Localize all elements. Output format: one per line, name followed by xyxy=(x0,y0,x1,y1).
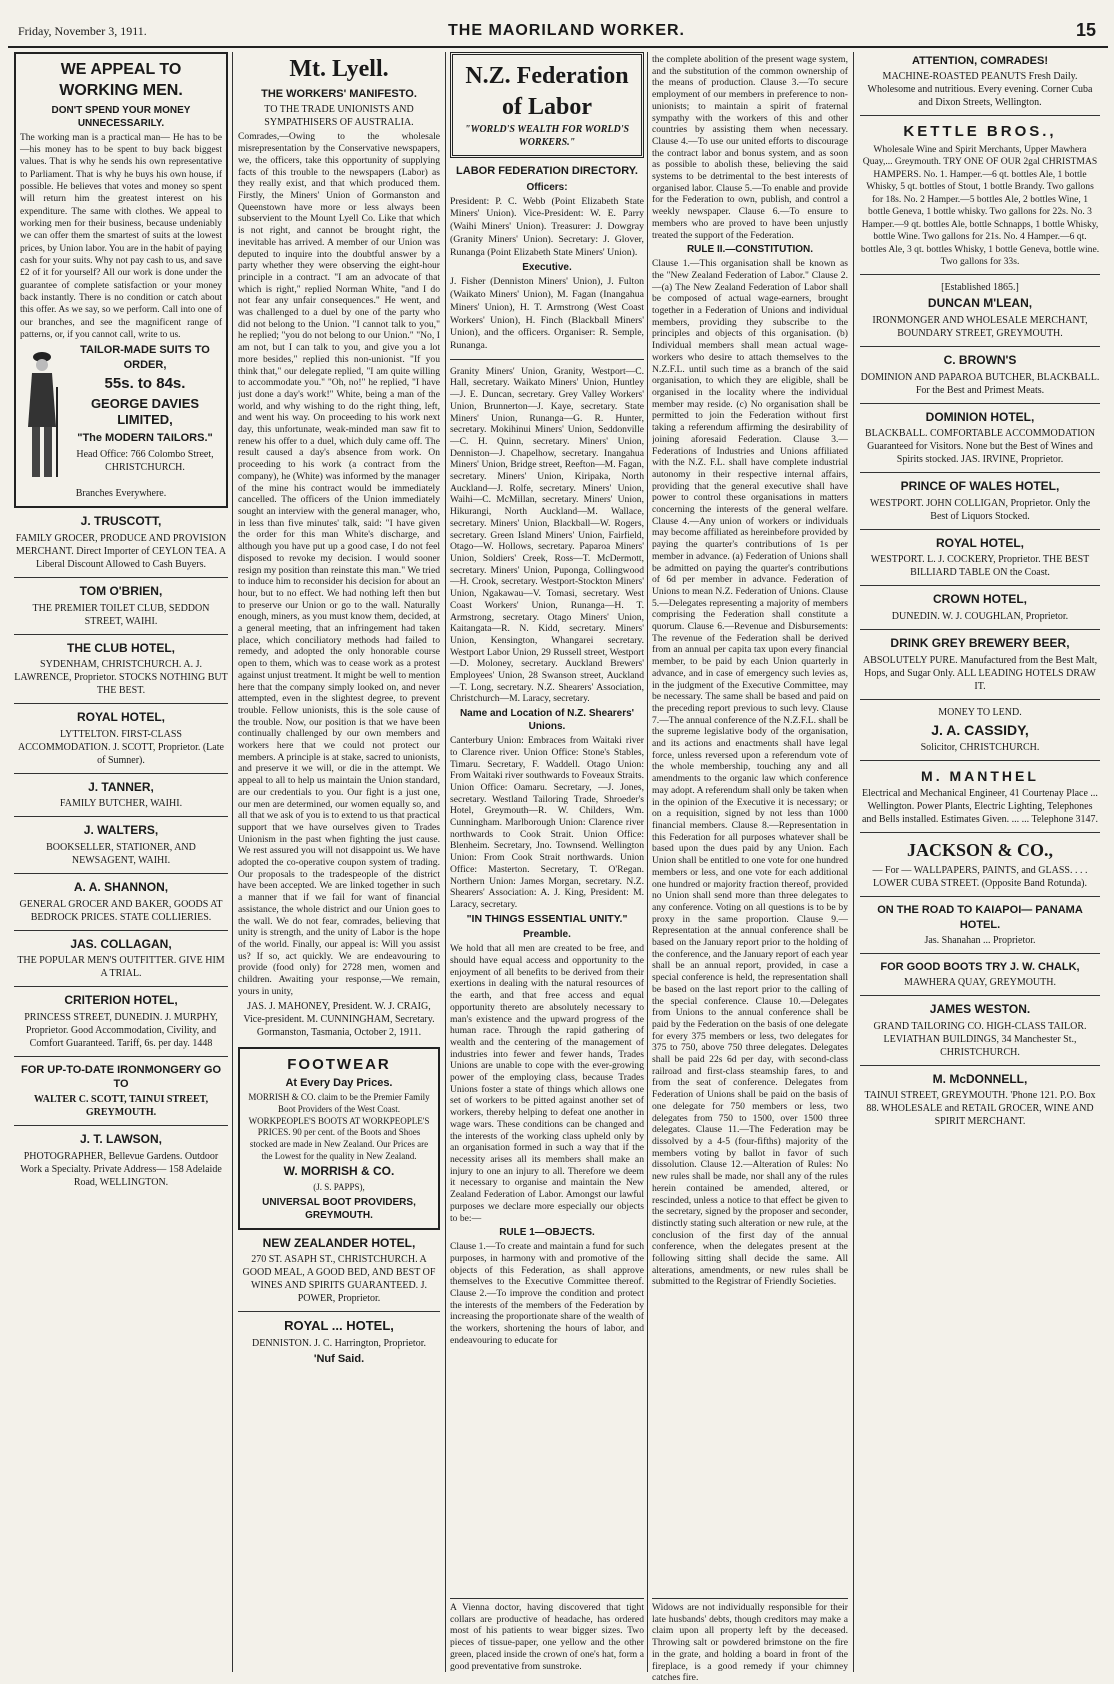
ad-title: CRITERION HOTEL, xyxy=(64,993,178,1008)
column-rule xyxy=(232,52,233,1672)
issue-date: Friday, November 3, 1911. xyxy=(18,24,147,38)
kettle-ad: Wholesale Wine and Spirit Merchants, Upper Mawhera Quay,... Greymouth. TRY ONE OF OUR 2gal CHRISTMAS HAMPERS. No. 1. Hamper.—6 qt. bottles Ale, 1 bottle Whisky, 5 qt. bottles of Stout, 1 bottle Brandy. Two gallons for 18s. No. 2 Hamper.—5 bottles Ale, 2 bottles Wine, 1 bottle Geneva, 1 bottle whisky. Two gallons for 22s. No. 3 Hamper.—9 qt. bottles Ale, bottle Schnapps, 1 bottle Whisky, bottle Wine. Two gallons for 21s. No. 4 Hamper.—6 qt. bottles Ale, 3 qt. bottles Whisky, 1 bottle Geneva, bottle wine. Two gallons for 33s. xyxy=(860,143,1100,268)
manifesto-heading: THE WORKERS' MANIFESTO. xyxy=(261,88,417,101)
weston-ad: GRAND TAILORING CO. HIGH-CLASS TAILOR. LEVIATHAN BUILDINGS, 34 Manchester St., CHRISTCHURCH. xyxy=(873,1020,1087,1058)
ad-tagline: 'Nuf Said. xyxy=(313,1353,365,1366)
shannon-ad xyxy=(14,880,228,931)
ad-body: GENERAL GROCER AND BAKER, GOODS AT BEDROCK PRICES. STATE COLLIERIES. xyxy=(19,898,223,923)
lawson-ad xyxy=(14,1132,228,1189)
truscott-ad xyxy=(14,514,228,578)
ad-body: FAMILY GROCER, PRODUCE AND PROVISION MERCHANT. Direct Importer of CEYLON TEA. A Liberal Discount Allowed to Cash Buyers. xyxy=(15,533,227,571)
ad-title: J. TANNER, xyxy=(88,779,154,794)
price-range: 55s. to 84s. xyxy=(104,375,186,393)
shearers-list: Canterbury Union: Embraces from Waitaki river to Clarence river. Union Office: Stone's Stables, Timaru. Secretary, F. Waddell. Otago Union: From Waitaki river southwards to Foveaux Straits. Union Office: Oamaru. Secretary, —J. Jones, secretary. Westland Tailoring Trade, Shroeder's Hotel, Greymouth—R. W. Childers, Wm. Cunningham. Marlborough Union: Clarence river northwards to Cook Strait. Union Office: Blenheim. Secretary, Jno. Townsend. Wellington Union: From Cook Strait northwards. Union Office: Masterton. Secretary, T. O'Regan. Northern Union: James Morgan, secretary. N.Z. Shearers' Association: A. J. King, President: M. Laracy, secretary. xyxy=(450,735,644,910)
morrish-footwear-ad xyxy=(238,1047,440,1230)
ad-body: WALTER C. SCOTT, TAINUI STREET, GREYMOUTH. xyxy=(33,1094,209,1119)
chalk-title: FOR GOOD BOOTS TRY J. W. CHALK, xyxy=(880,961,1080,973)
ad-title: ROYAL HOTEL, xyxy=(76,710,165,725)
manthel-ad: Electrical and Mechanical Engineer, 41 Courtenay Place ... Wellington. Power Plants, Electric Lighting, Telephones and Bells installed. Estimates Given. ... ... Telephone 3147. xyxy=(861,788,1099,826)
ad-title: J. T. LAWSON, xyxy=(79,1132,162,1147)
peanuts-ad: MACHINE-ROASTED PEANUTS Fresh Daily. Wholesome and nutritious. Every evening. Corner Cuba and Dixon Streets, Wellington. xyxy=(867,71,1093,109)
established-note: [Established 1865.] xyxy=(941,282,1019,294)
executive-list: J. Fisher (Denniston Miners' Union), J. Fulton (Waikato Miners' Union), M. Fagan (Inangahua Miners' Union), H. T. Armstrong (West Coast Workers' Union), H. Finch (Blackball Miners' Union), and the officers. Organiser: R. Semple, Runanga. xyxy=(450,276,644,352)
appeal-body: The working man is a practical man— He has to be—his money has to be spent to buy back biggest values. That is why he sends his own representative to Parliament. That is why he buys his own house, if possible. He believes that votes and money so spent will return him the greatest interest on his expenditure. The same with clothes. We appeal to working men for their business, because undeniably we can offer them the smartest of suits at the lowest prices, by Union labor. You are in the habit of paying cash for your suits. Why not pay cash to us, and save £2 of it for yourself? All our work is done under the guarantee of complete satisfaction or your money back instantly. There is no condition or catch about this offer. As we say, so we perform. Call into one of our branches, and see the magnificent range of patterns, or, if you cannot call, write to us. xyxy=(20,132,222,341)
ad-body: BOOKSELLER, STATIONER, AND NEWSAGENT, WAIHI. xyxy=(46,842,196,866)
officers-list: President: P. C. Webb (Point Elizabeth State Miners' Union). Vice-President: W. E. Parry (Waihi Miners' Union). Treasurer: J. Dowgray (Granity Miners' Union). Secretary: J. Glover, Runanga (Point Elizabeth State Miners' Union). xyxy=(450,195,644,258)
federation-motto: "WORLD'S WEALTH FOR WORLD'S WORKERS." xyxy=(464,124,630,149)
jackson-ad: — For — WALLPAPERS, PAINTS, and GLASS. . . . LOWER CUBA STREET. (Opposite Band Rotunda). xyxy=(872,865,1088,890)
crown-hotel-title: CROWN HOTEL, xyxy=(933,592,1027,607)
footwear-sub: At Every Day Prices. xyxy=(285,1077,393,1090)
tanner-ad xyxy=(14,780,228,818)
manifesto-body: Comrades,—Owing to the wholesale misrepresentation by the Conservative newspapers, we, the officers, take this opportunity of supplying facts of this trouble to the newspapers (Labor) as they really exist, and that which produced them. Firstly, the Miners' Union of Gormanston and Queenstown have more or less always been subservient to the Mount Lyell Co. Like that which is not right, and cannot be brought right, the inevitable has arrived. A member of our Union was deputed to inquire into the doubtful answer by a party whether they were observing the eight-hour principle in a contract. "I am an advocate of that which is right," replied Norman White, "and I do not fear any unfair consequences." He went, and was challenged to a duel by one of the party who did not belong to the Union. "I cannot talk to you," he replied; "you do not belong to our Union." "No, I am not, but I can talk to you, and give you a lot more besides," replied this non-unionist. "If you think that," our delegate replied, "I am quite willing to accommodate you." "Oh, no!" he replied, "I have just done a day's work!" White, being a man of the world, and why wishing to do the right thing, left, and went his way. On proceeding to his work next day, this unfortunate, weak-minded man saw fit to renew his offer to a duel, which duly came off. The result caused a day's absence from work. On proceeding to his work (a contract from the company), he (White) was informed by the manager of the mine his contract would be immediately cancelled. The officers of the Union immediately sought an interview with the general manager, who, in less than five minutes' talk, said: "I have given the order for this man White's discharge, and although you have put up a good case, I do not feel disposed to revoke my decision. I would sooner resign my position than reinstate this man." We tried to induce him to reconsider his decision for about an hour, but to no effect. We had nothing left then but to preserve our Union or go to the wall. Naturally enough, miners, as you must know them, decided, at a general meeting, that an infringement had taken place, which conciliatory methods had failed to remedy, and adopted the only honorable course open to them, which was to cease work as a protest against unjust treatment. It might be well to mention here that the company simply looked on, and never attempted, even in the slightest degree, to prevent trouble. Fellow unionists, this is the sole cause of the trouble. Now, our position is that we have been continually challenged by our own members and workers here that we could not protect our members. A principle is at stake, sacred to unionists, and preserve it we will, or die in the attempt. We appeal to all to help us maintain the Union standard, are our credentials to you. Our fight is a just one, our men are determined, our women equally so, and all that we ask of you is to extend to us that practical support that we have ourselves given to Trades Unionism in the past when fighting the just cause. We rest assured you will not disappoint us. We have adopted the co-operative coupon system of trading. Our proposals to the tradespeople of the district have been accepted. We are linked together in such a manner that if we fail for want of financial assistance, the whole district and our Union goes to the wall. We do not fear, comrades, believing that unity is strength, and the unity of Labor is the hope of the world. Finally, our appeal is: Will you assist us? If so, act quickly. We are endeavouring to provide (food only) for 2728 men, women and children. Awaiting your response,—We remain, yours in unity, xyxy=(238,131,440,997)
column-rule xyxy=(647,52,648,1672)
article-title: Mt. Lyell. xyxy=(289,56,389,82)
ad-body: THE PREMIER TOILET CLUB, SEDDON STREET, WAIHI. xyxy=(32,602,210,627)
collagan-ad xyxy=(14,937,228,988)
obrien-ad xyxy=(14,584,228,635)
prince-of-wales-title: PRINCE OF WALES HOTEL, xyxy=(900,479,1060,494)
brown-title: C. BROWN'S xyxy=(943,353,1017,368)
executive-heading: Executive. xyxy=(522,262,572,274)
rule-one-heading: RULE 1—OBJECTS. xyxy=(499,1227,595,1239)
appeal-title: WE APPEAL TO WORKING MEN. xyxy=(59,61,183,99)
ad-body: LYTTELTON. FIRST-CLASS ACCOMMODATION. J. SCOTT, Proprietor. (Late of Sumner). xyxy=(18,728,224,766)
rule-one-body: Clause 1.—To create and maintain a fund for such purposes, in harmony with and promotive of the objects of this Federation, as shall approve themselves to the Executive Committee thereof. Clause 2.—To improve the condition and protect the interests of the members of the Federation by increasing the proportionate share of the wealth of the workers, shortening the hours of labor, and endeavouring to educate for xyxy=(450,1241,644,1346)
ad-title: ROYAL ... HOTEL, xyxy=(284,1318,394,1334)
scott-ironmongery-ad xyxy=(14,1063,228,1127)
column-rule xyxy=(853,52,854,1672)
dominion-hotel-ad: BLACKBALL. COMFORTABLE ACCOMMODATION Guaranteed for Visitors. None but the Best of Wines and Spirits stocked. JAS. IRVINE, Proprietor. xyxy=(864,428,1095,466)
ad-body: FAMILY BUTCHER, WAIHI. xyxy=(59,798,183,810)
manifesto-address: TO THE TRADE UNIONISTS AND SYMPATHISERS OF AUSTRALIA. xyxy=(264,104,414,129)
officers-heading: Officers: xyxy=(526,181,568,193)
club-hotel-ad xyxy=(14,641,228,705)
unions-list: Granity Miners' Union, Granity, Westport—C. Hall, secretary. Waikato Miners' Union, Huntley—J. E. Duncan, secretary. Grey Valley Workers' Union, Brunnerton—J. Kaye, secretary. State Miners' Union, Runanga—G. R. Hunter, secretary. Mokihinui Miners' Union, Seddonville—C. H. Quinn, secretary. Miners' Union, Denniston—J. Chapelhow, secretary. Inangahua Miners' Union, Bridge street, Reefton—M. Fagan, secretary. Miners' Union, Kiripaka, North Auckland—J. Rolfe, secretary. Miners' Union, Waihi—C. McMillan, secretary. Miners' Union, Hikurangi, North Auckland—M. Wallace, secretary. Miners' Union, Blackball—W. Rogers, secretary. Green Island Miners' Union, Fairfield, Otago—W. Hollows, secretary. Paparoa Miners' Union, Soldiers' Creek, Ross—T. McDermott, secretary. Miners' Union, Puponga, Collingwood—H. Crook, secretary. Westport-Stockton Miners' Union, Ngakawau—V. Tomasi, secretary. West Coast Workers' Union, Runanga—H. T. Armstrong, secretary. Otago Miners' Union, Kaitangata—R. N. Kidd, secretary. Miners' Union, Kensington, Whangarei secretary. Westport Labor Union, 29 Russell street, Westport—D. Moloney, secretary. Auckland Brewers' Employees' Union, 28 Swanson street, Auckland—T. Long, secretary. N.Z. Shearers' Association, Christchurch—M. Laracy, secretary. xyxy=(450,365,644,705)
column-4 xyxy=(652,52,848,1590)
appeal-subtitle: DON'T SPEND YOUR MONEY UNNECESSARILY. xyxy=(51,104,191,129)
money-to-lend: MONEY TO LEND. xyxy=(938,706,1022,718)
ad-body: THE POPULAR MEN'S OUTFITTER. GIVE HIM A TRIAL. xyxy=(17,955,225,980)
footwear-tagline: UNIVERSAL BOOT PROVIDERS, GREYMOUTH. xyxy=(262,1196,416,1221)
firm-tagline: "The MODERN TAILORS." xyxy=(77,432,213,445)
grey-brewery-title: DRINK GREY BREWERY BEER, xyxy=(890,636,1070,651)
grey-brewery-ad: ABSOLUTELY PURE. Manufactured from the Best Malt, Hops, and Sugar Only. ALL LEADING HOTELS DRAW IT. xyxy=(862,654,1098,692)
mclean-ad: IRONMONGER AND WHOLESALE MERCHANT, BOUNDARY STREET, GREYMOUTH. xyxy=(872,315,1088,340)
cassidy-title: J. A. CASSIDY, xyxy=(931,721,1029,738)
criterion-hotel-ad xyxy=(14,993,228,1057)
firm-name: GEORGE DAVIES LIMITED, xyxy=(90,395,200,428)
attention-heading: ATTENTION, COMRADES! xyxy=(911,55,1049,67)
brown-ad: DOMINION AND PAPAROA BUTCHER, BLACKBALL. For the Best and Primest Meats. xyxy=(860,371,1100,396)
weston-title: JAMES WESTON. xyxy=(929,1002,1031,1017)
royal-hotel-westport-ad: WESTPORT. L. J. COCKERY, Proprietor. THE BEST BILLIARD TABLE ON the Coast. xyxy=(870,554,1090,579)
footwear-firm: W. MORRISH & CO. xyxy=(283,1164,395,1179)
newspaper-title: THE MAORILAND WORKER. xyxy=(448,22,685,39)
new-zealander-hotel-ad xyxy=(238,1236,440,1313)
federation-title: N.Z. Federation of Labor xyxy=(465,63,629,121)
preamble-heading: Preamble. xyxy=(523,929,571,941)
federation-banner xyxy=(450,52,644,158)
ad-body: PRINCESS STREET, DUNEDIN. J. MURPHY, Proprietor. Good Accommodation, Civility, and Comfort Guaranteed. Tariff, 6s. per day. 1448 xyxy=(24,1011,218,1049)
constitution-body: Clause 1.—This organisation shall be known as the "New Zealand Federation of Labor." Clause 2.—(a) The New Zealand Federation of Labor shall be composed of actual wage-earners, brought together in a Federation of Unions and individual members, providing they subscribe to the principles and objects of this organisation. (b) Individual members shall mean actual wage-workers who desire to attach themselves to the N.Z.F.L. until such time as a branch of the said organisation, to which they are eligible, shall be organised in the locality where the individual member may reside. (c) No organisation shall be permitted to join the Federation without first taking a referendum affirming the desirability of joining aforesaid Federation. Clause 3.—Federations of Industries and Unions affiliated with the N.Z. F.L. shall have complete industrial autonomy in their respective internal affairs, providing that the general executive shall have power to control these organisations in matters concerning the interests of the general welfare. Clause 4.—Any union of workers or individuals may become affiliated as hereinbefore provided by paying the quarter's contributions of 1s per member in advance. (a) Federation of Unions shall be admitted on paying the quarter's contributions of 6d per member in advance. Federation of Unions to mean N.Z. Federation of Unions. Clause 5.—Delegates representing a majority of members comprising the Federation shall constitute a quorum. Clause 6.—Revenue and Disbursements: The revenue of the Federation shall be derived from an annual per capita tax upon every financial member, to be paid by each Union quarterly in advance, and in case of emergency such levies as, in the judgment of the Executive Committee, may be necessary. The same shall be based and paid on the preceding report previous to such levy. Clause 7.—The annual conference of the N.Z.F.L. shall be the supreme legislative body of the organisation, and its actions and enactments shall have legal force, unless reversed upon a referendum vote of the whole membership, touching any and all amendments to the organic law which conference may adopt. A referendum shall only be taken when in the opinion of the Executive it is necessary; or on a requisition, signed by not less than 1000 financial members. Clause 8.—Representation in this Federation for all purposes whatever shall be based upon the dues paid by any Union. Each Union shall be entitled to one vote for one hundred members or less, and one vote for each additional one hundred or majority fraction thereof, provided no Union shall send more than three delegates to any conference. Voting on all questions is to be by proxy in the same proportion. Clause 9.—Representation at the annual conference shall be based on the January report prior to the holding of the conference, and the January report of each year shall be an annual report, provided, in case a special conference is held, the representation shall be based on the last report prior to the calling of the special conference. Clause 10.—Delegates from Unions to the annual conference shall be paid by the Federation on the basis of one delegate for every 375 members or less, two delegates for 375 to 750, above 750 three delegates. Delegates shall be paid 22s 6d per day, with second-class railroad and first-class steamship fares, to and from the seat of conference. Delegates from Federation of Unions shall be paid on the basis of one delegate for 750 members or less, two delegates from 750 to 1500, over 1500 three delegates. Clause 11.—The Federation may be dissolved by a 4-5 (four-fifths) majority of the members voting by ballot in favor of such dissolution. Clause 12.—Alteration of Rules: No new rules shall be made, nor shall any of the rules herein contained be amended, altered, or rescinded, unless a notice to that effect be given to the secretary, signed by the proposer and seconder, distinctly stating such alteration or new rule, at the conclusion of the first day of the annual conference, when the delegates present at the following sitting shall decide the same. All alterations, amendments, or new rules shall be submitted to the Registrar of Friendly Societies. xyxy=(652,258,848,1288)
ad-title: NEW ZEALANDER HOTEL, xyxy=(262,1235,416,1250)
classified-ads-list xyxy=(14,514,228,1189)
ad-title: JAS. COLLAGAN, xyxy=(70,936,172,951)
ad-title: A. A. SHANNON, xyxy=(73,880,169,894)
panama-hotel-ad: Jas. Shanahan ... Proprietor. xyxy=(924,935,1036,946)
royal-hotel-denniston-ad xyxy=(238,1318,440,1366)
walters-ad xyxy=(14,823,228,874)
ad-title: FOR UP-TO-DATE IRONMONGERY GO TO xyxy=(20,1063,222,1091)
ad-title: TOM O'BRIEN, xyxy=(79,584,163,599)
column-1 xyxy=(14,52,228,1672)
branches-note: Branches Everywhere. xyxy=(75,488,167,500)
column-rule xyxy=(445,52,446,1672)
shearers-heading: Name and Location of N.Z. Shearers' Unions. xyxy=(459,708,635,733)
gentleman-figure-illustration xyxy=(20,347,64,487)
cassidy-ad: Solicitor, CHRISTCHURCH. xyxy=(920,741,1040,753)
mcdonnell-ad: TAINUI STREET, GREYMOUTH. 'Phone 121. P.O. Box 88. WHOLESALE and RETAIL GROCER, WINE AND SPIRIT MERCHANT. xyxy=(864,1090,1096,1128)
column-3 xyxy=(450,52,644,1672)
head-office: Head Office: 766 Colombo Street, CHRISTCHURCH. xyxy=(76,448,214,473)
ad-body: 270 ST. ASAPH ST., CHRISTCHURCH. A GOOD MEAL, A GOOD BED, AND BEST OF WINES AND SPIRITS GUARANTEED. J. POWER, Proprietor. xyxy=(242,1254,436,1305)
footwear-firm-note: (J. S. PAPPS), xyxy=(313,1182,365,1193)
rule-two-heading: RULE II.—CONSTITUTION. xyxy=(686,244,814,256)
dominion-hotel-title: DOMINION HOTEL, xyxy=(925,409,1035,424)
directory-heading: LABOR FEDERATION DIRECTORY. xyxy=(456,165,638,178)
ad-title: J. TRUSCOTT, xyxy=(80,514,162,529)
manthel-title: M. MANTHEL xyxy=(921,767,1039,784)
crown-hotel-ad: DUNEDIN. W. J. COUGHLAN, Proprietor. xyxy=(891,611,1069,623)
preamble-body: We hold that all men are created to be free, and should have equal access and opportunity to the enjoyment of all benefits to be derived from their exertions in dealing with the natural resources of the earth, and that free access and equal opportunity thereto are absolutely necessary to man's existence and the upward progress of the human race. Through the rapid gathering of wealth and the centering of the management of industries into fewer and fewer hands, Trades Unions are unable to cope with the ever-growing power of the employing class, because Trades Unions foster a state of things which allows one set of workers to be pitted against another set of workers, thereby helping to defeat one another in wage wars. These conditions can be changed and the interests of the working class upheld only by an organisation formed in such a way that if the necessity arises all its members shall make an injury to one an injury to all. Therefore we deem it necessary to organise and maintain the New Zealand Federation of Labor. Amongst our lawful purposes we declare more especially our objects to be:— xyxy=(450,943,644,1224)
vienna-doctor-snippet: A Vienna doctor, having discovered that tight collars are productive of headache, has ordered most of his patients to wear bigger sizes. Two pieces of tissue-paper, one yellow and the other green, placed inside the crown of one's hat, form a good preventative from sunstroke. xyxy=(450,1598,644,1672)
column-2 xyxy=(238,52,440,1672)
kettle-title: KETTLE BROS., xyxy=(903,123,1057,141)
ad-body: DENNISTON. J. C. Harrington, Proprietor. xyxy=(252,1338,426,1350)
masthead xyxy=(8,18,1108,48)
royal-hotel-lyttelton-ad xyxy=(14,710,228,774)
ad-title: THE CLUB HOTEL, xyxy=(67,640,175,655)
objects-continued: the complete abolition of the present wage system, and the substitution of the common ownership of the means of production. Clause 3.—To secure employment of our members in preference to non-unionists; to maintain a spirit of fraternal sympathy with the workers of this and other countries by assisting them when necessary. Clause 4.—To use our united efforts to discourage the contract labor and bonus system, and as soon as possible to abolish these, believing the said systems to be detrimental to the best interests of organised labor. Clause 5.—To enable and provide for the Federation to own, publish, and control a weekly newspaper. Clause 6.—To ensure to members who are proved to have been unjustly treated the support of the Federation. xyxy=(652,54,848,241)
royal-hotel-westport-title: ROYAL HOTEL, xyxy=(935,535,1024,550)
ad-title: J. WALTERS, xyxy=(83,823,159,838)
ad-body: SYDENHAM, CHRISTCHURCH. A. J. LAWRENCE, Proprietor. STOCKS NOTHING BUT THE BEST. xyxy=(14,659,228,697)
column-5 xyxy=(860,52,1100,1672)
manifesto-signatories: JAS. J. MAHONEY, President. W. J. CRAIG, Vice-president. M. CUNNINGHAM, Secretary. Gormanston, Tasmania, October 2, 1911. xyxy=(243,1000,435,1038)
footwear-body: MORRISH & CO. claim to be the Premier Family Boot Providers of the West Coast. WORKPEOPLE'S BOOTS AT WORKPEOPLE'S PRICES. 90 per cent. of the Boots and Shoes stocked are made in New Zealand. Our Prices are the Lowest for the quality in New Zealand. xyxy=(248,1092,430,1161)
unity-heading: "IN THINGS ESSENTIAL UNITY." xyxy=(466,912,628,925)
footwear-title: FOOTWEAR xyxy=(287,1055,391,1073)
widows-snippet: Widows are not individually responsible for their late husbands' debts, though creditors may make a claim upon all property left by the deceased. Throwing salt or powdered brimstone on the fire in the grate, and holding a board in front of the fireplace, is a good remedy if your chimney catches fire. xyxy=(652,1598,848,1684)
ad-body: PHOTOGRAPHER, Bellevue Gardens. Outdoor Work a Specialty. Private Address— 158 Adelaide Road, WELLINGTON. xyxy=(20,1150,222,1188)
chalk-ad: MAWHERA QUAY, GREYMOUTH. xyxy=(904,977,1056,989)
page-number: 15 xyxy=(1075,20,1096,40)
mcdonnell-title: M. McDONNELL, xyxy=(932,1071,1028,1086)
mclean-title: DUNCAN M'LEAN, xyxy=(927,296,1033,311)
tailor-made-heading: TAILOR-MADE SUITS TO ORDER, xyxy=(80,344,210,371)
jackson-title: JACKSON & CO., xyxy=(906,840,1053,861)
george-davies-ad xyxy=(14,52,228,508)
panama-hotel-title: ON THE ROAD TO KAIAPOI— PANAMA HOTEL. xyxy=(877,904,1083,931)
prince-of-wales-ad: WESTPORT. JOHN COLLIGAN, Proprietor. Only the Best of Liquors Stocked. xyxy=(869,497,1091,522)
